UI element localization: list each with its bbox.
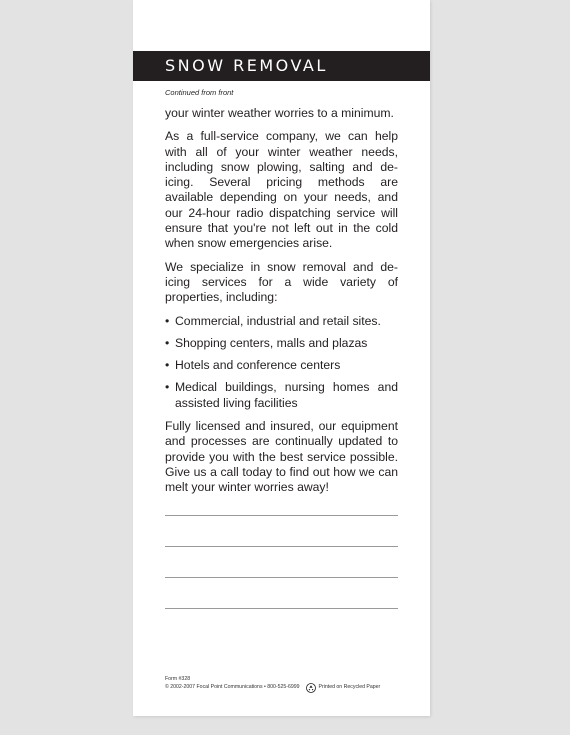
intro-paragraph: your winter weather worries to a minimum. xyxy=(165,106,394,120)
bullet-icon: • xyxy=(165,313,170,328)
brochure-panel xyxy=(133,0,430,716)
write-in-lines xyxy=(165,515,398,639)
list-item xyxy=(165,358,398,373)
recycle-icon xyxy=(306,683,316,693)
services-paragraph: As a full-service company, we can help with all of your winter weather needs, including snow plowing, salting and de-icing. Several pricing methods are available depending on your needs, and our 24-hour radio dispatching service will ensure that you're not left out in the cold when snow emergencies arise. xyxy=(165,129,398,251)
bullet-icon: • xyxy=(165,358,170,373)
specialize-paragraph: We specialize in snow removal and de-icing services for a wide variety of properties, including: xyxy=(165,259,398,305)
bullet-icon: • xyxy=(165,335,170,350)
write-in-line xyxy=(165,577,398,578)
list-item xyxy=(165,336,398,351)
footer xyxy=(165,676,405,693)
form-number: Form #328 xyxy=(165,676,191,682)
closing-paragraph: Fully licensed and insured, our equipment and processes are continually updated to provide you with the best service possible. Give us a call today to find out how we can melt your winter worries away! xyxy=(165,419,398,495)
recycled-paper-text: Printed on Recycled Paper xyxy=(318,684,381,691)
property-list xyxy=(165,314,398,411)
list-item xyxy=(165,314,398,329)
write-in-line xyxy=(165,608,398,609)
copyright-text: © 2002-2007 Focal Point Communications • 800-525-6999 xyxy=(165,684,300,691)
bullet-icon: • xyxy=(165,380,170,395)
continued-note: Continued from front xyxy=(165,88,234,97)
list-item-text: Hotels and conference centers xyxy=(175,358,341,373)
body-content xyxy=(165,88,398,504)
list-item xyxy=(165,380,398,411)
footer-row xyxy=(165,683,405,693)
write-in-line xyxy=(165,546,398,547)
list-item-text: Commercial, industrial and retail sites. xyxy=(175,313,381,328)
list-item-text: Shopping centers, malls and plazas xyxy=(175,335,368,350)
write-in-line xyxy=(165,515,398,516)
list-item-text: Medical buildings, nursing homes and assisted living facilities xyxy=(175,380,398,410)
page-title: SNOW REMOVAL xyxy=(133,51,430,81)
